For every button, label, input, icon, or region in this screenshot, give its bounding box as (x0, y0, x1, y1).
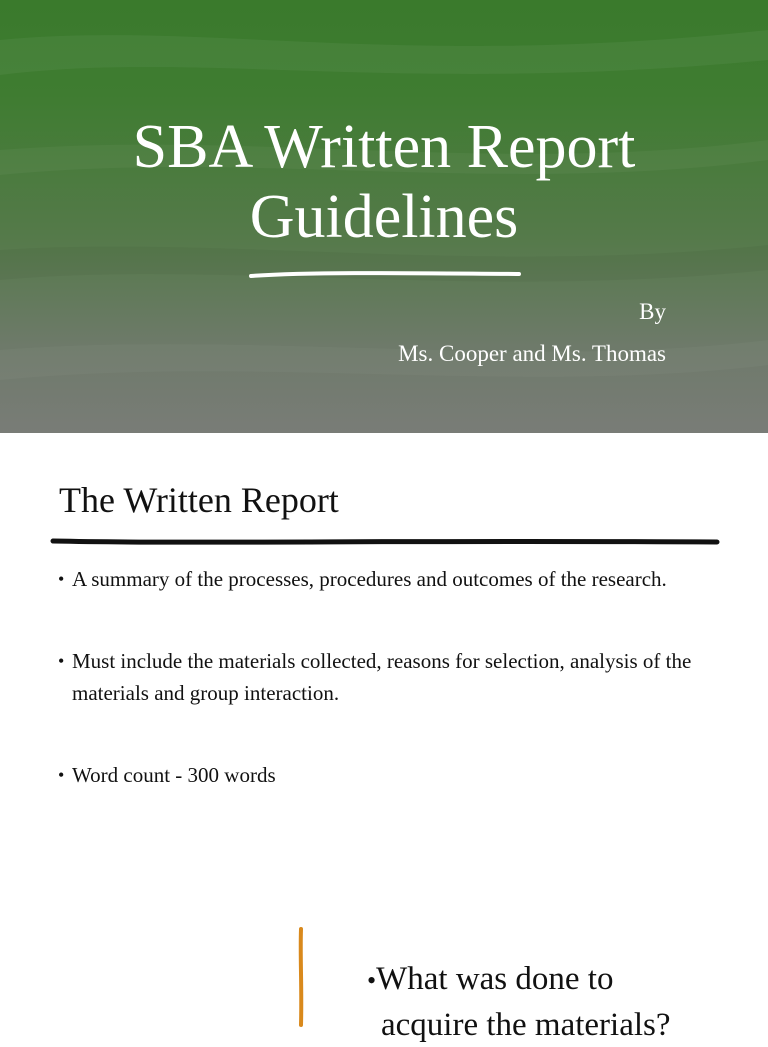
bullet-list (58, 563, 708, 841)
list-item: • Word count - 300 words (58, 763, 276, 787)
next-bullet-line-2: acquire the materials? (381, 1007, 671, 1043)
heading-rule (50, 535, 720, 549)
next-slide (0, 893, 768, 1043)
next-bullet-line-1: What was done to (376, 961, 614, 997)
list-item: • Must include the materials collected, reasons for selection, analysis of the materials and group interaction. (58, 649, 692, 705)
list-item: • A summary of the processes, procedures and outcomes of the research. (58, 567, 667, 591)
content-slide (0, 433, 768, 893)
bullet-text: A summary of the processes, procedures and outcomes of the research. (72, 567, 667, 591)
title-line-1: SBA Written Report (132, 113, 636, 181)
title-underline (248, 268, 522, 282)
authors: Ms. Cooper and Ms. Thomas (398, 341, 666, 366)
slide-title (0, 112, 768, 252)
byline-label: By (639, 299, 666, 324)
bullet-text: Word count - 300 words (72, 763, 276, 787)
next-slide-bullet: •What was done to acquire the materials? (367, 961, 671, 1043)
slide-heading: The Written Report (59, 480, 339, 520)
title-line-2: Guidelines (249, 183, 519, 251)
bullet-text: Must include the materials collected, reasons for selection, analysis of the materials and group interaction. (72, 649, 692, 705)
accent-line (296, 927, 306, 1027)
title-slide (0, 0, 768, 433)
